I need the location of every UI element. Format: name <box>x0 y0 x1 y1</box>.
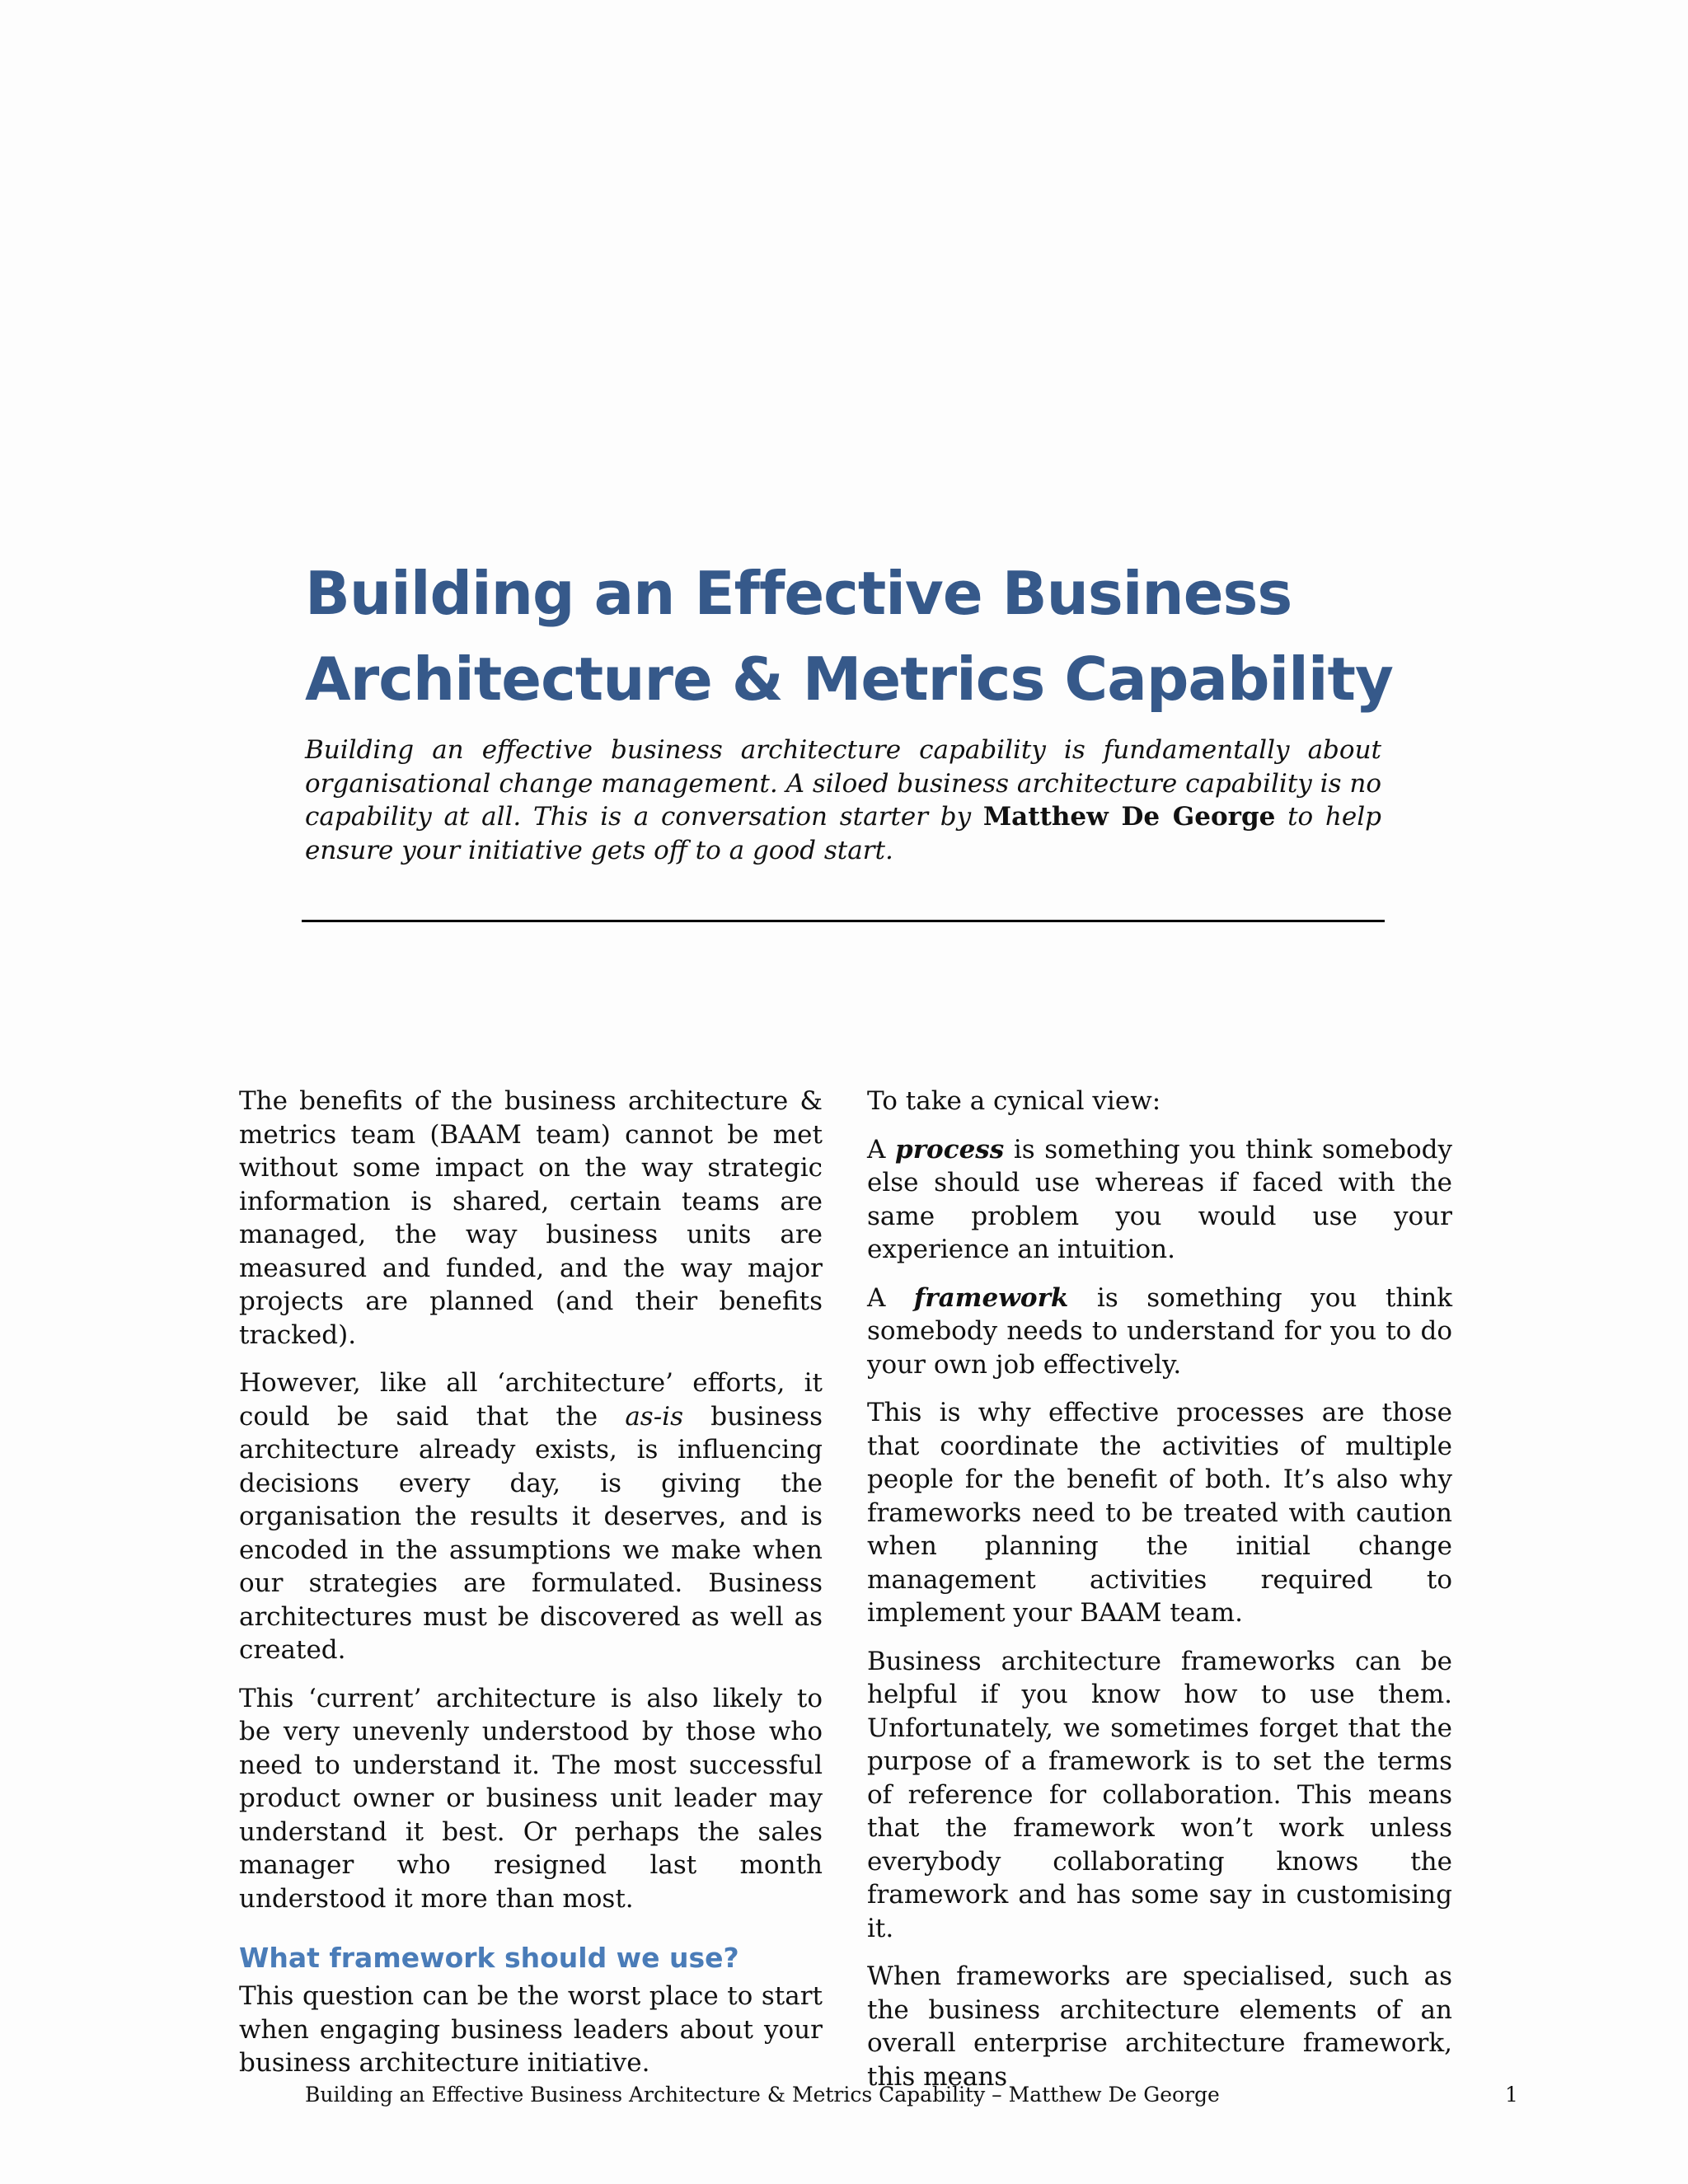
right-paragraph-3-prefix: A <box>867 1282 914 1313</box>
framework-term: framework <box>913 1282 1069 1313</box>
intro-abstract <box>305 733 1381 867</box>
left-column <box>239 1085 823 2080</box>
left-paragraph-4: This question can be the worst place to start when engaging business leaders about your business architecture initiative. <box>239 1981 823 2078</box>
title-line-2: Architecture & Metrics Capability <box>305 644 1393 714</box>
title-divider <box>302 920 1385 922</box>
right-paragraph-3 <box>867 1282 1452 1382</box>
right-paragraph-5: Business architecture frameworks can be helpful if you know how to use them. Unfortunately, we sometimes forget that the purpose of a framework is to set the terms of reference for collaboration. This means that the framework won’t work unless everybody collaborating knows the framework and has some say in customising it. <box>867 1646 1452 1943</box>
right-paragraph-3-rest: is something you think somebody needs to understand for you to do your own job effectively. <box>867 1282 1452 1380</box>
as-is-term: as-is <box>625 1401 684 1432</box>
left-paragraph-3: This ‘current’ architecture is also likely to be very unevenly understood by those who need to understand it. The most successful product owner or business unit leader may understand it best. Or perhaps the sales manager who resigned last month understood it more than most. <box>239 1683 823 1914</box>
page-number: 1 <box>1505 2083 1518 2107</box>
left-paragraph-2 <box>239 1366 823 1667</box>
title-line-1: Building an Effective Business <box>305 559 1292 628</box>
intro-text-end: to help ensure your initiative gets off to a good start. <box>305 802 1381 865</box>
right-paragraph-2 <box>867 1133 1452 1267</box>
left-paragraph-1: The benefits of the business architecture & metrics team (BAAM team) cannot be met without some impact on the way strategic information is shared, certain teams are managed, the way business units are measured and funded, and the way major projects are planned (and their benefits tracked). <box>239 1086 823 1350</box>
left-paragraph-2-start: However, like all ‘architecture’ efforts, it could be said that the <box>239 1368 823 1432</box>
right-paragraph-2-rest: is something you think somebody else should use whereas if faced with the same problem you would use your experience an intuition. <box>867 1134 1452 1264</box>
intro-text-start: Building an effective business architecture capability is fundamentally about organisational change management. A siloed business architecture capability is no capability at all. This is a conversation starter by <box>305 735 1381 832</box>
right-column <box>867 1085 1452 2093</box>
right-paragraph-1: To take a cynical view: <box>867 1086 1161 1116</box>
left-paragraph-2-end: business architecture already exists, is influencing decisions every day, is giving the organisation the results it deserves, and is encoded in the assumptions we make when our strategies are formulated. Business architectures must be discovered as well as created. <box>239 1401 823 1665</box>
right-paragraph-2-prefix: A <box>867 1134 896 1165</box>
right-paragraph-4: This is why effective processes are those that coordinate the activities of multiple people for the benefit of both. It’s also why frameworks need to be treated with caution when planning the initial change management activities required to implement your BAAM team. <box>867 1398 1452 1628</box>
page-footer: Building an Effective Business Architecture & Metrics Capability – Matthew De George <box>305 2083 1220 2107</box>
right-paragraph-6: When frameworks are specialised, such as the business architecture elements of an overall enterprise architecture framework, this means <box>867 1961 1452 2092</box>
author-name: Matthew De George <box>982 802 1276 832</box>
section-heading: What framework should we use? <box>239 1942 739 1974</box>
document-title <box>305 551 1401 722</box>
process-term: process <box>895 1134 1005 1165</box>
